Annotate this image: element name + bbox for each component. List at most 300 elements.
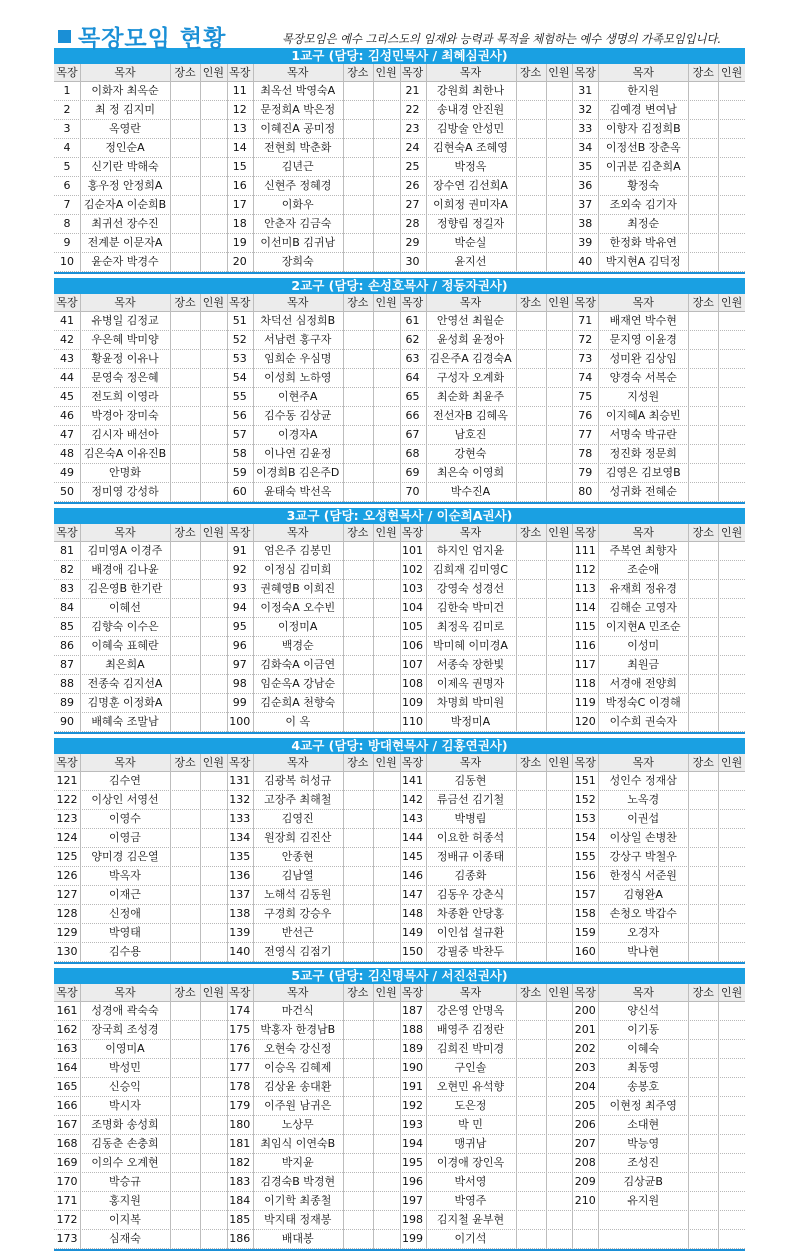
column-divider xyxy=(200,294,201,502)
column-divider xyxy=(516,984,517,1249)
group-number: 37 xyxy=(578,198,593,211)
column-divider xyxy=(227,294,228,502)
group-number: 36 xyxy=(578,179,593,192)
group-number: 154 xyxy=(574,831,596,844)
group-number: 127 xyxy=(56,888,78,901)
leader-name: 이영금 xyxy=(109,831,141,844)
leader-name: 김희재 김미영C xyxy=(433,563,508,576)
header-count: 인원 xyxy=(202,526,224,539)
group-number: 132 xyxy=(229,793,251,806)
group-number: 45 xyxy=(60,390,74,403)
group-number: 126 xyxy=(56,869,78,882)
leader-name: 조외숙 김기자 xyxy=(609,198,677,211)
leader-name: 박경아 장미숙 xyxy=(91,409,159,422)
district-section xyxy=(54,968,745,1251)
group-number: 198 xyxy=(402,1213,423,1226)
group-number: 99 xyxy=(232,696,247,709)
leader-name: 이화자 최옥순 xyxy=(91,84,159,97)
column-divider xyxy=(572,294,573,502)
header-count: 인원 xyxy=(375,296,397,309)
column-divider xyxy=(546,294,547,502)
leader-name: 이상일 손병찬 xyxy=(609,831,677,844)
leader-name: 박순실 xyxy=(454,236,487,249)
district-section xyxy=(54,738,745,964)
group-number: 12 xyxy=(232,103,247,116)
group-number: 43 xyxy=(60,352,74,365)
group-number: 55 xyxy=(232,390,247,403)
leader-name: 박능영 xyxy=(627,1137,660,1150)
leader-name: 이영미A xyxy=(105,1042,145,1055)
leader-name: 조순애 xyxy=(627,563,660,576)
header-place: 장소 xyxy=(519,986,542,999)
group-number: 190 xyxy=(402,1061,423,1074)
group-number: 128 xyxy=(56,907,78,920)
column-divider xyxy=(688,524,689,732)
leader-name: 유재희 정유경 xyxy=(609,582,677,595)
group-number: 89 xyxy=(60,696,74,709)
leader-name: 마건식 xyxy=(281,1004,314,1017)
group-number: 74 xyxy=(578,371,593,384)
group-number: 15 xyxy=(232,160,247,173)
column-divider xyxy=(373,294,374,502)
group-number: 117 xyxy=(574,658,596,671)
header-count: 인원 xyxy=(202,756,224,769)
header-num: 목장 xyxy=(56,296,78,309)
column-divider xyxy=(516,64,517,272)
column-divider xyxy=(426,524,427,732)
leader-name: 성미완 김상임 xyxy=(609,352,677,365)
district-title: 4교구 (담당: 방대현목사 / 김홍연권사) xyxy=(54,738,745,754)
group-number: 7 xyxy=(63,198,71,211)
group-number: 38 xyxy=(578,217,593,230)
header-leader: 목자 xyxy=(459,296,482,309)
group-number: 95 xyxy=(232,620,247,633)
leader-name: 심재숙 xyxy=(109,1232,141,1245)
header-num: 목장 xyxy=(401,66,424,79)
leader-name: 구성자 오계화 xyxy=(436,371,505,384)
group-number: 171 xyxy=(56,1194,78,1207)
district-table xyxy=(54,754,745,964)
header-num: 목장 xyxy=(229,526,251,539)
district-section xyxy=(54,508,745,734)
group-number: 119 xyxy=(574,696,596,709)
column-divider xyxy=(598,294,599,502)
header-leader: 목자 xyxy=(459,66,482,79)
leader-name: 김년근 xyxy=(281,160,314,173)
group-number: 56 xyxy=(232,409,247,422)
leader-name: 이희정 권미자A xyxy=(433,198,508,211)
header-count: 인원 xyxy=(375,986,397,999)
group-number: 52 xyxy=(232,333,247,346)
group-number: 185 xyxy=(229,1213,251,1226)
column-divider xyxy=(688,754,689,962)
group-number: 113 xyxy=(574,582,596,595)
group-number: 170 xyxy=(56,1175,78,1188)
header-leader: 목자 xyxy=(632,526,654,539)
group-number: 207 xyxy=(574,1137,596,1150)
leader-name: 박병림 xyxy=(454,812,487,825)
group-number: 114 xyxy=(574,601,596,614)
group-number: 100 xyxy=(229,715,251,728)
leader-name: 김광복 허성규 xyxy=(264,774,332,787)
group-number: 186 xyxy=(229,1232,251,1245)
leader-name: 안영선 최월순 xyxy=(436,314,505,327)
group-number: 209 xyxy=(574,1175,596,1188)
header-place: 장소 xyxy=(692,66,714,79)
group-number: 140 xyxy=(229,945,251,958)
group-number: 108 xyxy=(402,677,423,690)
leader-name: 김미영A 이경주 xyxy=(87,544,163,557)
leader-name: 성인수 정재삼 xyxy=(609,774,677,787)
group-number: 78 xyxy=(578,447,593,460)
leader-name: 오경자 xyxy=(627,926,660,939)
leader-name: 이혜숙 표혜란 xyxy=(91,639,159,652)
leader-name: 이정숙A 오수빈 xyxy=(260,601,336,614)
leader-name: 손청오 박갑수 xyxy=(609,907,677,920)
column-divider xyxy=(718,524,719,732)
leader-name: 김영진 xyxy=(281,812,314,825)
group-number: 155 xyxy=(574,850,596,863)
leader-name: 최은희A xyxy=(105,658,145,671)
leader-name: 강은영 안명옥 xyxy=(436,1004,505,1017)
group-number: 47 xyxy=(60,428,74,441)
column-divider xyxy=(572,984,573,1249)
leader-name: 김희진 박미경 xyxy=(436,1042,505,1055)
header-place: 장소 xyxy=(347,986,369,999)
header-num: 목장 xyxy=(401,526,424,539)
leader-name: 유병일 김정교 xyxy=(91,314,159,327)
group-number: 76 xyxy=(578,409,593,422)
page-description: 목장모임은 예수 그리스도의 임재와 능력과 목적을 체험하는 예수 생명의 가족모임입니다. xyxy=(282,32,722,46)
leader-name: 최귀선 장수진 xyxy=(91,217,159,230)
leader-name: 신승익 xyxy=(109,1080,141,1093)
group-number: 109 xyxy=(402,696,423,709)
leader-name: 윤지선 xyxy=(454,255,487,268)
column-divider xyxy=(253,754,254,962)
leader-name: 최동영 xyxy=(627,1061,660,1074)
header-count: 인원 xyxy=(720,526,743,539)
leader-name: 김예경 변여남 xyxy=(609,103,677,116)
header-leader: 목자 xyxy=(459,526,482,539)
column-divider xyxy=(546,64,547,272)
district-title: 3교구 (담당: 오성현목사 / 이순희A권사) xyxy=(54,508,745,524)
group-number: 97 xyxy=(232,658,247,671)
group-number: 19 xyxy=(232,236,247,249)
leader-name: 최정옥 김미로 xyxy=(436,620,505,633)
leader-name: 최은숙 이영희 xyxy=(436,466,505,479)
leader-name: 이경자A xyxy=(278,428,318,441)
group-number: 177 xyxy=(229,1061,251,1074)
header-leader: 목자 xyxy=(632,756,654,769)
group-number: 180 xyxy=(229,1118,251,1131)
group-number: 135 xyxy=(229,850,251,863)
leader-name: 김명훈 이정화A xyxy=(87,696,163,709)
leader-name: 김시자 배선아 xyxy=(91,428,159,441)
leader-name: 노옥경 xyxy=(627,793,660,806)
leader-name: 이혜숙 xyxy=(627,1042,660,1055)
leader-name: 배대봉 xyxy=(281,1232,314,1245)
leader-name: 유지원 xyxy=(627,1194,660,1207)
leader-name: 이나연 김윤정 xyxy=(264,447,332,460)
leader-name: 남호진 xyxy=(454,428,487,441)
group-number: 84 xyxy=(60,601,74,614)
group-number: 30 xyxy=(405,255,420,268)
column-divider xyxy=(718,294,719,502)
leader-name: 한정화 박유연 xyxy=(609,236,677,249)
leader-name: 주복연 최향자 xyxy=(609,544,677,557)
header-place: 장소 xyxy=(692,986,714,999)
column-divider xyxy=(80,754,81,962)
column-divider xyxy=(400,294,401,502)
group-number: 9 xyxy=(63,236,71,249)
group-number: 156 xyxy=(574,869,596,882)
group-number: 165 xyxy=(56,1080,78,1093)
group-number: 164 xyxy=(56,1061,78,1074)
column-divider xyxy=(200,524,201,732)
group-number: 147 xyxy=(402,888,423,901)
group-number: 33 xyxy=(578,122,593,135)
header-leader: 목자 xyxy=(114,66,136,79)
leader-name: 김경숙B 박경현 xyxy=(260,1175,336,1188)
header-place: 장소 xyxy=(174,526,196,539)
group-number: 144 xyxy=(402,831,423,844)
leader-name: 서명숙 박규란 xyxy=(609,428,677,441)
column-divider xyxy=(80,64,81,272)
group-number: 98 xyxy=(232,677,247,690)
column-divider xyxy=(426,754,427,962)
district-table xyxy=(54,64,745,274)
leader-name: 강필중 박찬두 xyxy=(436,945,505,958)
leader-name: 이화우 xyxy=(281,198,314,211)
group-number: 69 xyxy=(405,466,420,479)
group-number: 192 xyxy=(402,1099,423,1112)
leader-name: 옥영란 xyxy=(109,122,141,135)
leader-name: 박지태 정재봉 xyxy=(264,1213,332,1226)
column-divider xyxy=(598,64,599,272)
leader-name: 이경애 장인옥 xyxy=(436,1156,505,1169)
group-number: 200 xyxy=(574,1004,596,1017)
group-number: 195 xyxy=(402,1156,423,1169)
header-count: 인원 xyxy=(548,526,570,539)
header-num: 목장 xyxy=(229,986,251,999)
group-number: 183 xyxy=(229,1175,251,1188)
district-title: 1교구 (담당: 김성민목사 / 최혜심권사) xyxy=(54,48,745,64)
group-number: 63 xyxy=(405,352,420,365)
header-place: 장소 xyxy=(347,296,369,309)
leader-name: 최정순 xyxy=(627,217,660,230)
group-number: 44 xyxy=(60,371,74,384)
leader-name: 차명희 박미원 xyxy=(436,696,505,709)
group-number: 111 xyxy=(574,544,596,557)
group-number: 115 xyxy=(574,620,596,633)
column-divider xyxy=(426,294,427,502)
leader-name: 김수연 xyxy=(109,774,141,787)
group-number: 80 xyxy=(578,485,593,498)
group-number: 6 xyxy=(63,179,71,192)
header-place: 장소 xyxy=(347,756,369,769)
leader-name: 박정숙C 이경해 xyxy=(605,696,681,709)
leader-name: 이주원 남귀은 xyxy=(264,1099,332,1112)
group-number: 22 xyxy=(405,103,420,116)
leader-name: 백경순 xyxy=(281,639,314,652)
leader-name: 전도희 이영라 xyxy=(91,390,159,403)
leader-name: 박정옥 xyxy=(454,160,487,173)
group-number: 48 xyxy=(60,447,74,460)
group-number: 82 xyxy=(60,563,74,576)
leader-name: 배경애 김나윤 xyxy=(91,563,159,576)
header-count: 인원 xyxy=(375,526,397,539)
header-count: 인원 xyxy=(720,66,743,79)
column-divider xyxy=(572,754,573,962)
leader-name: 문영숙 정은혜 xyxy=(91,371,159,384)
header-leader: 목자 xyxy=(287,526,309,539)
group-number: 71 xyxy=(578,314,593,327)
group-number: 172 xyxy=(56,1213,78,1226)
column-divider xyxy=(426,984,427,1249)
group-number: 158 xyxy=(574,907,596,920)
group-number: 194 xyxy=(402,1137,423,1150)
leader-name: 신정애 xyxy=(109,907,141,920)
group-number: 40 xyxy=(578,255,593,268)
column-divider xyxy=(718,64,719,272)
column-divider xyxy=(373,984,374,1249)
group-number: 129 xyxy=(56,926,78,939)
column-divider xyxy=(598,984,599,1249)
group-number: 50 xyxy=(60,485,74,498)
group-number: 102 xyxy=(402,563,423,576)
leader-name: 이귀분 김춘희A xyxy=(605,160,681,173)
group-number: 72 xyxy=(578,333,593,346)
header-count: 인원 xyxy=(720,986,743,999)
group-number: 205 xyxy=(574,1099,596,1112)
leader-name: 정향림 정길자 xyxy=(436,217,505,230)
leader-name: 정미영 강성하 xyxy=(91,485,159,498)
group-number: 189 xyxy=(402,1042,423,1055)
group-number: 25 xyxy=(405,160,420,173)
column-divider xyxy=(718,984,719,1249)
column-divider xyxy=(688,984,689,1249)
column-divider xyxy=(80,294,81,502)
column-divider xyxy=(426,64,427,272)
leader-name: 김은숙A 이유진B xyxy=(83,447,167,460)
header-count: 인원 xyxy=(375,756,397,769)
group-number: 23 xyxy=(405,122,420,135)
leader-name: 장수연 김선희A xyxy=(433,179,508,192)
group-number: 101 xyxy=(402,544,423,557)
group-number: 18 xyxy=(232,217,247,230)
leader-name: 김수동 김상균 xyxy=(264,409,332,422)
group-number: 148 xyxy=(402,907,423,920)
district-section xyxy=(54,278,745,504)
leader-name: 양미경 김은열 xyxy=(91,850,159,863)
group-number: 110 xyxy=(402,715,423,728)
square-bullet-icon xyxy=(58,30,71,43)
leader-name: 정배규 이종태 xyxy=(436,850,505,863)
group-number: 11 xyxy=(232,84,247,97)
leader-name: 이정심 김미희 xyxy=(264,563,332,576)
leader-name: 김상균B xyxy=(623,1175,663,1188)
column-divider xyxy=(253,64,254,272)
column-divider xyxy=(227,984,228,1249)
column-divider xyxy=(598,754,599,962)
header-place: 장소 xyxy=(174,756,196,769)
group-number: 181 xyxy=(229,1137,251,1150)
leader-name: 김방술 안성민 xyxy=(436,122,505,135)
group-number: 112 xyxy=(574,563,596,576)
leader-name: 윤성희 윤정아 xyxy=(436,333,505,346)
leader-name: 이의수 오계현 xyxy=(91,1156,159,1169)
group-number: 125 xyxy=(56,850,78,863)
group-number: 199 xyxy=(402,1232,423,1245)
leader-name: 김형완A xyxy=(623,888,663,901)
group-number: 193 xyxy=(402,1118,423,1131)
leader-name: 이지복 xyxy=(109,1213,141,1226)
leader-name: 소대현 xyxy=(627,1118,660,1131)
column-divider xyxy=(227,524,228,732)
group-number: 160 xyxy=(574,945,596,958)
leader-name: 우은혜 박미양 xyxy=(91,333,159,346)
leader-name: 한지원 xyxy=(627,84,660,97)
group-number: 139 xyxy=(229,926,251,939)
district-table xyxy=(54,984,745,1251)
group-number: 145 xyxy=(402,850,423,863)
leader-name: 김한숙 박미건 xyxy=(436,601,505,614)
group-number: 143 xyxy=(402,812,423,825)
group-number: 27 xyxy=(405,198,420,211)
leader-name: 김수용 xyxy=(109,945,141,958)
column-divider xyxy=(546,524,547,732)
leader-name: 최임식 이연숙B xyxy=(260,1137,336,1150)
leader-name: 고장주 최해철 xyxy=(264,793,332,806)
group-number: 93 xyxy=(232,582,247,595)
column-divider xyxy=(516,524,517,732)
leader-name: 김향숙 이수은 xyxy=(91,620,159,633)
group-number: 169 xyxy=(56,1156,78,1169)
group-number: 24 xyxy=(405,141,420,154)
group-number: 87 xyxy=(60,658,74,671)
group-number: 137 xyxy=(229,888,251,901)
group-number: 62 xyxy=(405,333,420,346)
column-divider xyxy=(253,984,254,1249)
group-number: 103 xyxy=(402,582,423,595)
header-count: 인원 xyxy=(548,296,570,309)
group-number: 57 xyxy=(232,428,247,441)
group-number: 150 xyxy=(402,945,423,958)
group-number: 168 xyxy=(56,1137,78,1150)
group-number: 166 xyxy=(56,1099,78,1112)
leader-name: 전계분 이문자A xyxy=(87,236,163,249)
header-leader: 목자 xyxy=(459,756,482,769)
leader-name: 전영식 김점기 xyxy=(264,945,332,958)
leader-name: 이 옥 xyxy=(285,715,311,728)
leader-name: 정진화 정문희 xyxy=(609,447,677,460)
leader-name: 임희순 우심명 xyxy=(264,352,332,365)
leader-name: 최원금 xyxy=(627,658,660,671)
group-number: 120 xyxy=(574,715,596,728)
column-divider xyxy=(572,64,573,272)
header-count: 인원 xyxy=(202,296,224,309)
leader-name: 박정미A xyxy=(450,715,491,728)
group-number: 157 xyxy=(574,888,596,901)
header-place: 장소 xyxy=(519,296,542,309)
leader-name: 서경애 전양희 xyxy=(609,677,677,690)
group-number: 79 xyxy=(578,466,593,479)
group-number: 121 xyxy=(56,774,78,787)
leader-name: 김지철 윤부현 xyxy=(436,1213,505,1226)
header-num: 목장 xyxy=(574,296,596,309)
leader-name: 김동우 강춘식 xyxy=(436,888,505,901)
header-leader: 목자 xyxy=(287,986,309,999)
